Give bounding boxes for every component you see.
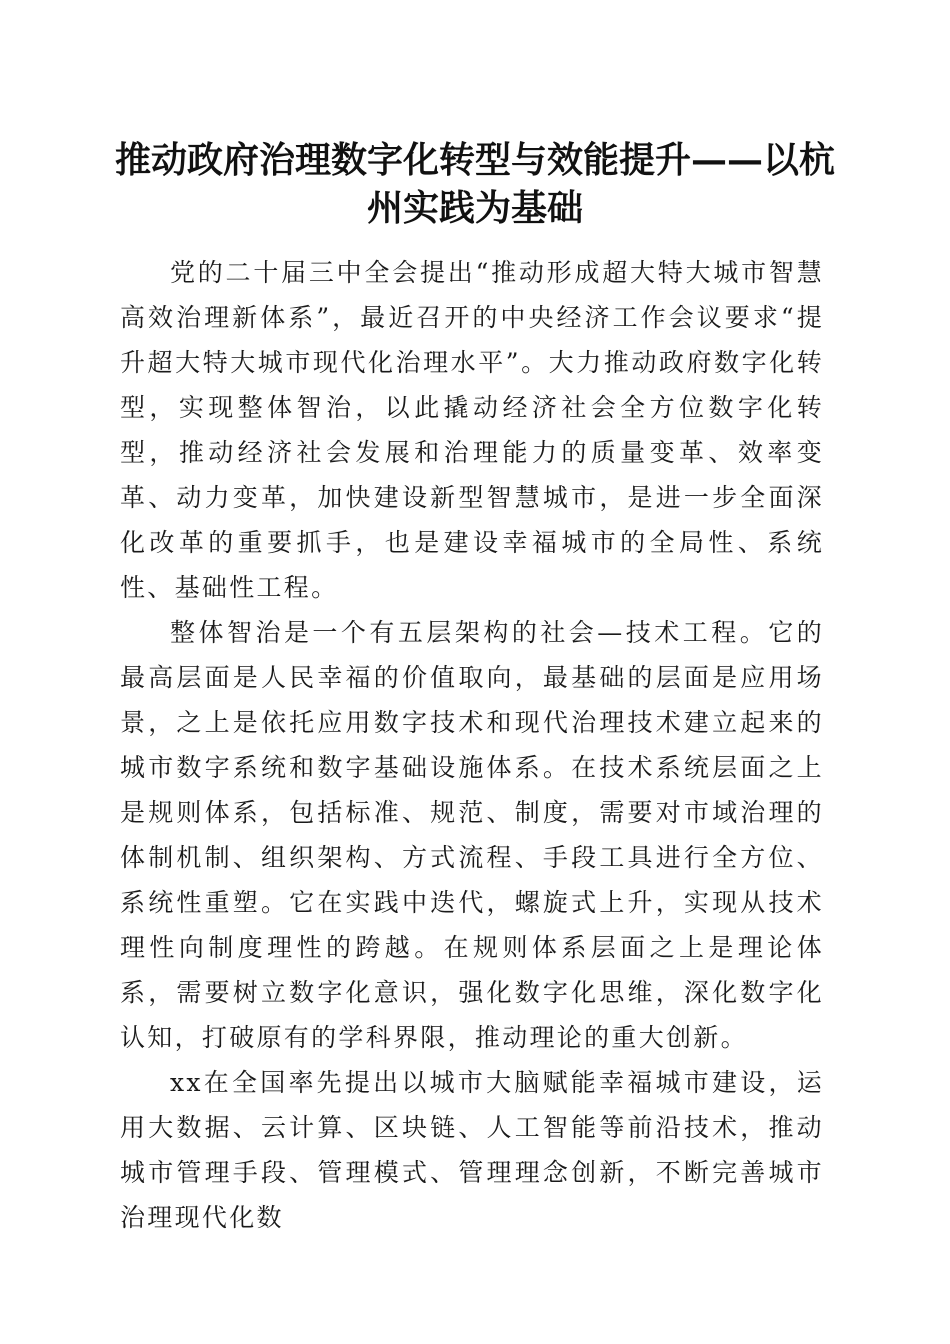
paragraph: xx在全国率先提出以城市大脑赋能幸福城市建设，运用大数据、云计算、区块链、人工智能等前沿技术，推动城市管理手段、管理模式、管理理念创新，不断完善城市治理现代化数	[120, 1068, 824, 1232]
paragraph: 党的二十届三中全会提出“推动形成超大特大城市智慧高效治理新体系”，最近召开的中央经济工作会议要求“提升超大特大城市现代化治理水平”。大力推动政府数字化转型，实现整体智治，以此撬动经济社会全方位数字化转型，推动经济社会发展和治理能力的质量变革、效率变革、动力变革，加快建设新型智慧城市，是进一步全面深化改革的重要抓手，也是建设幸福城市的全局性、系统性、基础性工程。	[120, 258, 824, 602]
paragraph: 整体智治是一个有五层架构的社会—技术工程。它的最高层面是人民幸福的价值取向，最基础的层面是应用场景，之上是依托应用数字技术和现代治理技术建立起来的城市数字系统和数字基础设施体系。在技术系统层面之上是规则体系，包括标准、规范、制度，需要对市域治理的体制机制、组织架构、方式流程、手段工具进行全方位、系统性重塑。它在实践中迭代，螺旋式上升，实现从技术理性向制度理性的跨越。在规则体系层面之上是理论体系，需要树立数字化意识，强化数字化思维，深化数字化认知，打破原有的学科界限，推动理论的重大创新。	[120, 618, 824, 1052]
document-body	[120, 250, 824, 1240]
document-title: 推动政府治理数字化转型与效能提升——以杭州实践为基础	[114, 139, 835, 229]
